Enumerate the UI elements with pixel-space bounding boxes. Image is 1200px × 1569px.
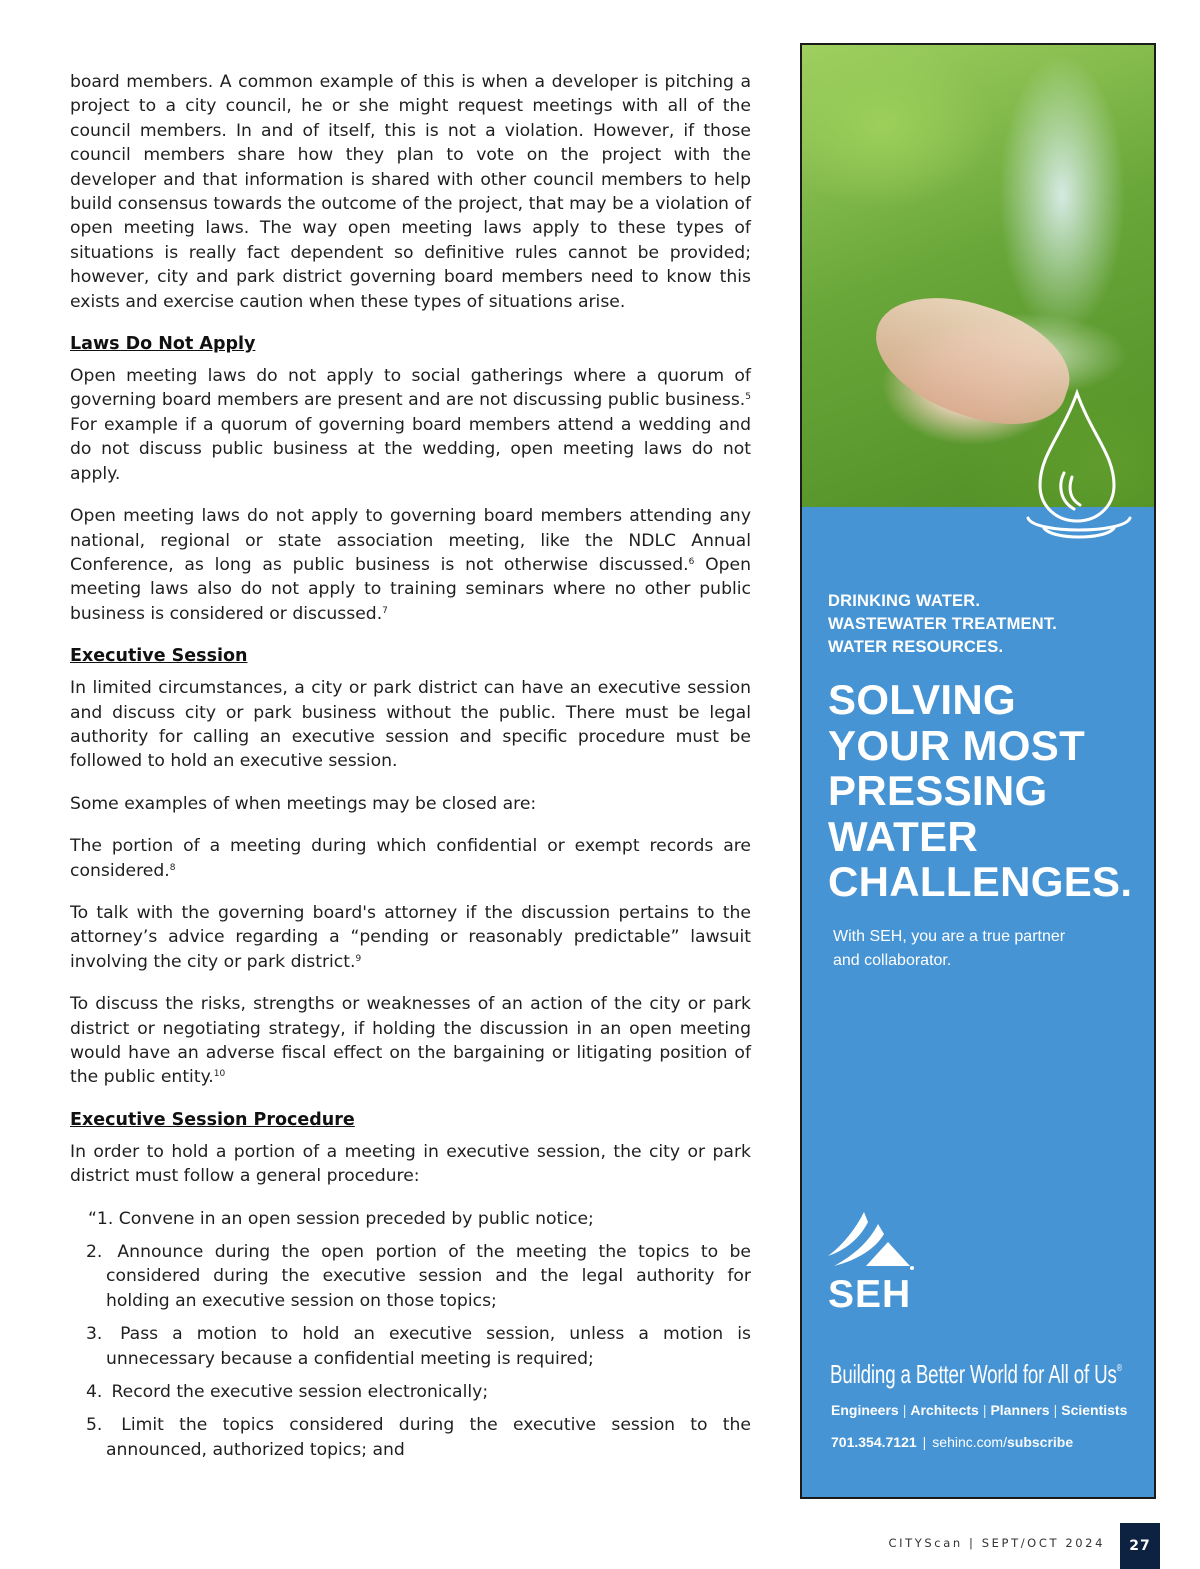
procedure-step: 2. Announce during the open portion of the meeting the topics to be considered during the executive session and the legal authority for holding an executive session on those topics; — [86, 1242, 752, 1311]
ripple-icon — [1024, 510, 1134, 550]
ad-phone: 701.354.7121 — [831, 1434, 917, 1450]
footnote-ref: 8 — [169, 862, 176, 873]
ad-url[interactable]: sehinc.com/subscribe — [932, 1434, 1074, 1450]
ad-slogan: Building a Better World for All of Us® — [830, 1359, 1122, 1389]
exec-paragraph-1: In limited circumstances, a city or park district can have an executive session and discuss city or park business without the public. There must be legal authority for calling an executive session and specific procedure must be followed to hold an executive session. — [70, 678, 751, 772]
ad-professions: Engineers | Architects | Planners | Scientists — [831, 1402, 1128, 1418]
seh-advertisement[interactable] — [800, 43, 1156, 1499]
exec-paragraph-2: Some examples of when meetings may be closed are: — [70, 793, 537, 814]
seh-brand-name: SEH — [828, 1273, 912, 1316]
footnote-ref: 9 — [355, 953, 362, 964]
ad-headline: SOLVING YOUR MOST PRESSING WATER CHALLENGES. — [828, 676, 1133, 905]
footnote-ref: 7 — [382, 605, 388, 616]
issue-date: SEPT/OCT 2024 — [981, 1536, 1105, 1550]
procedure-step: 5. Limit the topics considered during the executive session to the announced, authorized topics; and — [86, 1415, 751, 1460]
ad-contact[interactable]: 701.354.7121 | sehinc.com/subscribe — [831, 1434, 1074, 1450]
procedure-step: 4. Record the executive session electronically; — [86, 1382, 489, 1403]
article-column — [70, 70, 751, 1471]
heading-executive-session-procedure: Executive Session Procedure — [70, 1109, 355, 1130]
exec-paragraph-3: The portion of a meeting during which confidential or exempt records are considered.$^8$ — [70, 836, 751, 881]
intro-paragraph: board members. A common example of this is when a developer is pitching a project to a city council, he or she might request meetings with all of the council members. In and of itself, this is not a violation. However, if those council members share how they plan to vote on the project with the developer and that information is shared with other council members to help build consensus towards the outcome of the project, that may be a violation of open meeting laws. The way open meeting laws apply to these types of situations is really fact dependent so definitive rules cannot be provided; however, city and park district governing board members need to know this exists and exercise caution when these types of situations arise. — [70, 72, 751, 312]
laws-paragraph-1: Open meeting laws do not apply to social gatherings where a quorum of governing board members are present and are not discussing public business.$^5$ For example if a quorum of governing board members attend a wedding and do not discuss public business at the wedding, open meeting laws do not apply. — [70, 366, 751, 484]
procedure-step: “1. Convene in an open session preceded by public notice; — [88, 1208, 594, 1229]
water-splash-photo — [802, 45, 1154, 507]
heading-laws-do-not-apply: Laws Do Not Apply — [70, 334, 256, 355]
seh-logo-icon — [826, 1208, 916, 1274]
ad-tagline: DRINKING WATER. WASTEWATER TREATMENT. WATER RESOURCES. — [828, 592, 1058, 656]
registered-mark-icon: ® — [1116, 1363, 1122, 1374]
exec-paragraph-4: To talk with the governing board's attorney if the discussion pertains to the attorney’s advice regarding a “pending or reasonably predictable” lawsuit involving the city or park district.$^9$ — [70, 902, 751, 972]
publication-name: CITYScan — [888, 1536, 963, 1550]
page-footer: CITYScan | SEPT/OCT 2024 — [888, 1536, 1105, 1550]
heading-executive-session: Executive Session — [70, 646, 248, 667]
footnote-ref: 6 — [688, 556, 695, 567]
footnote-ref: 10 — [213, 1069, 226, 1080]
exec-paragraph-5: To discuss the risks, strengths or weaknesses of an action of the city or park district or negotiating strategy, if holding the discussion in an open meeting would have an adverse fiscal effect on the bargaining or litigating position of the public entity.$^{10}$ — [70, 994, 751, 1088]
procedure-steps-list — [70, 1207, 751, 1463]
footnote-ref: 5 — [745, 392, 751, 403]
page-number: 27 — [1120, 1523, 1160, 1569]
procedure-paragraph: In order to hold a portion of a meeting in executive session, the city or park district must follow a general procedure: — [70, 1141, 751, 1187]
ad-subtext: With SEH, you are a true partner and collaborator. — [833, 928, 1066, 969]
procedure-step: 3. Pass a motion to hold an executive session, unless a motion is unnecessary because a confidential meeting is required; — [86, 1324, 751, 1369]
laws-paragraph-2: Open meeting laws do not apply to governing board members attending any national, regional or state association meeting, like the NDLC Annual Conference, as long as public business is not otherwise discussed.$^6$ Open meeting laws also do not apply to training seminars where no other public business is considered or discussed.$^7$ — [70, 506, 751, 624]
